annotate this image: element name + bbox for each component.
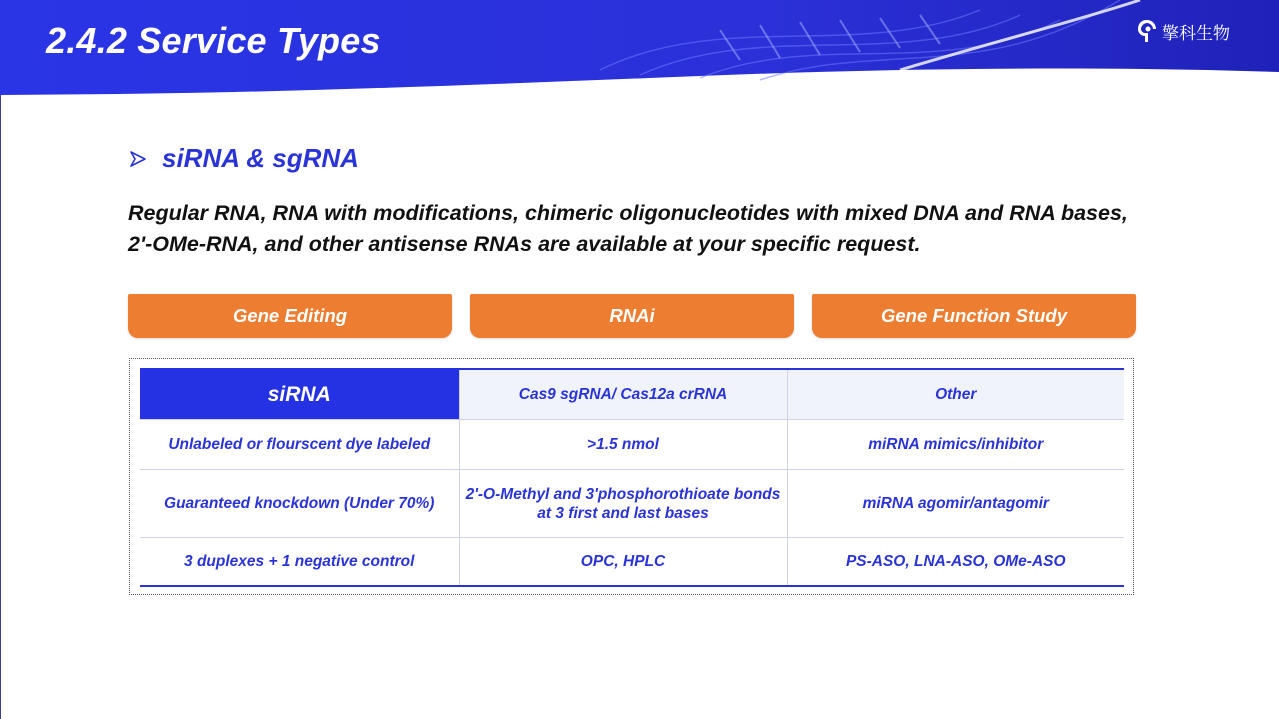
table-cell: OPC, HPLC [459,538,787,587]
table-cell: Guaranteed knockdown (Under 70%) [140,470,459,538]
table-header-row [140,369,1124,420]
header-cell-sgrna: Cas9 sgRNA/ Cas12a crRNA [459,369,787,420]
section-title: siRNA & sgRNA [162,143,359,173]
header-cell-other: Other [787,369,1124,420]
company-logo-icon [1136,18,1158,44]
table-cell: Unlabeled or flourscent dye labeled [140,420,459,470]
table-cell: miRNA agomir/antagomir [787,470,1124,538]
page-border [0,0,1,719]
section-description: Regular RNA, RNA with modifications, chimeric oligonucleotides with mixed DNA and RNA bases, 2'-OMe-RNA, and other antisense RNAs are available at your specific request. [128,201,1128,256]
table-cell: >1.5 nmol [459,420,787,470]
table-row [140,420,1124,470]
header-cell-sirna: siRNA [140,369,459,420]
table-row [140,538,1124,587]
page-title: 2.4.2 Service Types [46,20,381,61]
table-cell: 3 duplexes + 1 negative control [140,538,459,587]
header-banner [0,0,1279,95]
table-cell: miRNA mimics/inhibitor [787,420,1124,470]
table-cell: 2'-O-Methyl and 3'phosphorothioate bonds at 3 first and last bases [459,470,787,538]
tab-gene-editing: Gene Editing [128,294,452,338]
tab-gene-function-study: Gene Function Study [812,294,1136,338]
section-heading [128,143,359,174]
table-cell: PS-ASO, LNA-ASO, OMe-ASO [787,538,1124,587]
logo-text: 擎科生物 [1162,23,1230,44]
tab-rnai: RNAi [470,294,794,338]
arrow-bullet-icon [128,149,148,169]
service-table [140,368,1124,587]
company-logo [1136,18,1230,44]
table-row [140,470,1124,538]
